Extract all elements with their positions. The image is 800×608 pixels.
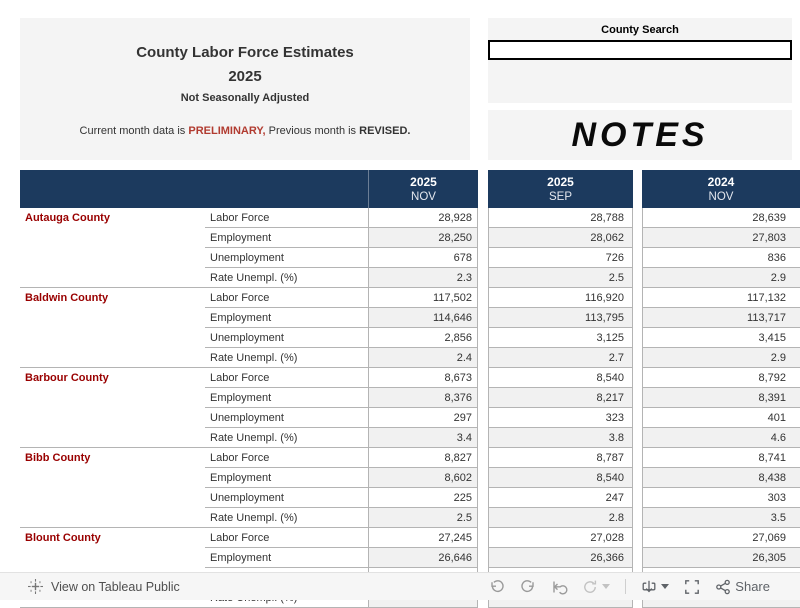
share-button[interactable] — [715, 579, 770, 595]
value-cell: 3.5 — [642, 508, 800, 528]
value-cell: 2.5 — [368, 508, 478, 528]
county-search-label: County Search — [601, 24, 679, 36]
county-search-input[interactable] — [488, 40, 792, 60]
value-cell: 678 — [368, 248, 478, 268]
measure-label: Labor Force — [205, 528, 368, 548]
undo-button[interactable] — [489, 579, 505, 595]
tableau-toolbar — [0, 572, 800, 600]
note-middle: Previous month is — [265, 125, 360, 137]
value-cell: 28,062 — [488, 228, 633, 248]
measure-label: Rate Unempl. (%) — [205, 348, 368, 368]
measure-label: Employment — [205, 388, 368, 408]
dashboard-subtitle: Not Seasonally Adjusted — [180, 92, 310, 104]
measure-label: Labor Force — [205, 448, 368, 468]
value-cell: 27,245 — [368, 528, 478, 548]
tableau-logo-icon — [28, 579, 43, 594]
value-cell: 8,217 — [488, 388, 633, 408]
measure-label: Rate Unempl. (%) — [205, 508, 368, 528]
header-year-2: 2025 — [547, 174, 574, 189]
value-cell: 114,646 — [368, 308, 478, 328]
chevron-down-icon — [661, 584, 669, 589]
value-cell: 225 — [368, 488, 478, 508]
fullscreen-icon — [684, 579, 700, 595]
header-month-3: NOV — [708, 190, 734, 203]
measure-label: Employment — [205, 548, 368, 568]
measure-label: Labor Force — [205, 288, 368, 308]
value-cell: 28,928 — [368, 208, 478, 228]
measure-label: Rate Unempl. (%) — [205, 268, 368, 288]
measure-label: Employment — [205, 468, 368, 488]
value-cell: 28,250 — [368, 228, 478, 248]
note-preliminary: PRELIMINARY, — [188, 125, 266, 137]
measure-label: Unemployment — [205, 408, 368, 428]
county-name: Baldwin County — [20, 288, 205, 368]
value-cell: 27,069 — [642, 528, 800, 548]
view-on-tableau-label: View on Tableau Public — [51, 579, 180, 594]
dashboard-title: County Labor Force Estimates — [136, 44, 354, 61]
download-icon — [641, 580, 657, 594]
value-cell: 8,540 — [488, 368, 633, 388]
value-cell: 8,792 — [642, 368, 800, 388]
value-cell: 2.4 — [368, 348, 478, 368]
header-month-2: SEP — [548, 190, 572, 203]
value-cell: 3.4 — [368, 428, 478, 448]
value-cell: 3,125 — [488, 328, 633, 348]
column-gap — [633, 170, 642, 208]
value-cell: 8,540 — [488, 468, 633, 488]
value-cell: 726 — [488, 248, 633, 268]
value-cell: 836 — [642, 248, 800, 268]
value-cell: 113,795 — [488, 308, 633, 328]
table-header-col-previous — [488, 170, 633, 208]
measure-label: Unemployment — [205, 328, 368, 348]
value-cell: 247 — [488, 488, 633, 508]
value-cell: 8,391 — [642, 388, 800, 408]
county-block — [20, 448, 800, 528]
toolbar-divider — [625, 579, 626, 594]
county-name: Blount County — [20, 528, 205, 608]
value-cell: 2.7 — [488, 348, 633, 368]
chevron-down-icon — [602, 584, 610, 589]
notes-label: NOTES — [571, 115, 709, 154]
measure-label: Employment — [205, 308, 368, 328]
note-revised: REVISED. — [359, 125, 411, 137]
dashboard-year: 2025 — [228, 68, 262, 85]
measure-label: Labor Force — [205, 208, 368, 228]
undo-icon — [489, 579, 505, 595]
header-year-1: 2025 — [410, 174, 437, 189]
value-cell: 2,856 — [368, 328, 478, 348]
county-name: Barbour County — [20, 368, 205, 448]
view-on-tableau-link[interactable] — [28, 579, 180, 594]
value-cell: 401 — [642, 408, 800, 428]
value-cell: 8,673 — [368, 368, 478, 388]
refresh-icon — [582, 579, 598, 595]
value-cell: 116,920 — [488, 288, 633, 308]
table-body — [20, 208, 800, 608]
value-cell: 26,366 — [488, 548, 633, 568]
value-cell: 2.3 — [368, 268, 478, 288]
value-cell: 27,028 — [488, 528, 633, 548]
column-gap — [478, 170, 488, 208]
value-cell: 8,741 — [642, 448, 800, 468]
header-year-3: 2024 — [707, 174, 735, 189]
note-prefix: Current month data is — [79, 125, 189, 137]
share-label: Share — [735, 579, 770, 594]
value-cell: 3.8 — [488, 428, 633, 448]
county-search-panel — [488, 18, 792, 103]
labor-table — [20, 170, 800, 570]
county-block — [20, 288, 800, 368]
fullscreen-button[interactable] — [684, 579, 700, 595]
value-cell: 27,803 — [642, 228, 800, 248]
value-cell: 4.6 — [642, 428, 800, 448]
replay-button[interactable] — [551, 579, 567, 595]
county-block — [20, 368, 800, 448]
redo-icon — [520, 579, 536, 595]
measure-label: Rate Unempl. (%) — [205, 428, 368, 448]
value-cell: 8,787 — [488, 448, 633, 468]
value-cell: 28,639 — [642, 208, 800, 228]
download-button[interactable] — [641, 580, 669, 594]
table-header-row — [20, 170, 800, 208]
table-header-col-current — [20, 170, 478, 208]
header-month-1: NOV — [411, 190, 436, 203]
data-status-note — [20, 125, 470, 137]
value-cell: 28,788 — [488, 208, 633, 228]
value-cell: 303 — [642, 488, 800, 508]
title-panel — [20, 18, 470, 160]
value-cell: 117,132 — [642, 288, 800, 308]
value-cell: 8,602 — [368, 468, 478, 488]
value-cell: 2.9 — [642, 348, 800, 368]
value-cell: 3,415 — [642, 328, 800, 348]
value-cell: 2.8 — [488, 508, 633, 528]
county-block — [20, 208, 800, 288]
value-cell: 323 — [488, 408, 633, 428]
value-cell: 2.5 — [488, 268, 633, 288]
redo-button[interactable] — [520, 579, 536, 595]
county-name: Autauga County — [20, 208, 205, 288]
value-cell: 8,438 — [642, 468, 800, 488]
share-icon — [715, 579, 731, 595]
value-cell: 26,646 — [368, 548, 478, 568]
value-cell: 297 — [368, 408, 478, 428]
value-cell: 8,827 — [368, 448, 478, 468]
measure-label: Labor Force — [205, 368, 368, 388]
value-cell: 2.9 — [642, 268, 800, 288]
notes-button[interactable] — [488, 110, 792, 160]
measure-label: Unemployment — [205, 248, 368, 268]
county-name: Bibb County — [20, 448, 205, 528]
value-cell: 117,502 — [368, 288, 478, 308]
table-header-col-yearago — [642, 170, 800, 208]
measure-label: Unemployment — [205, 488, 368, 508]
refresh-button[interactable] — [582, 579, 610, 595]
measure-label: Employment — [205, 228, 368, 248]
value-cell: 26,305 — [642, 548, 800, 568]
replay-icon — [551, 579, 567, 595]
value-cell: 8,376 — [368, 388, 478, 408]
value-cell: 113,717 — [642, 308, 800, 328]
